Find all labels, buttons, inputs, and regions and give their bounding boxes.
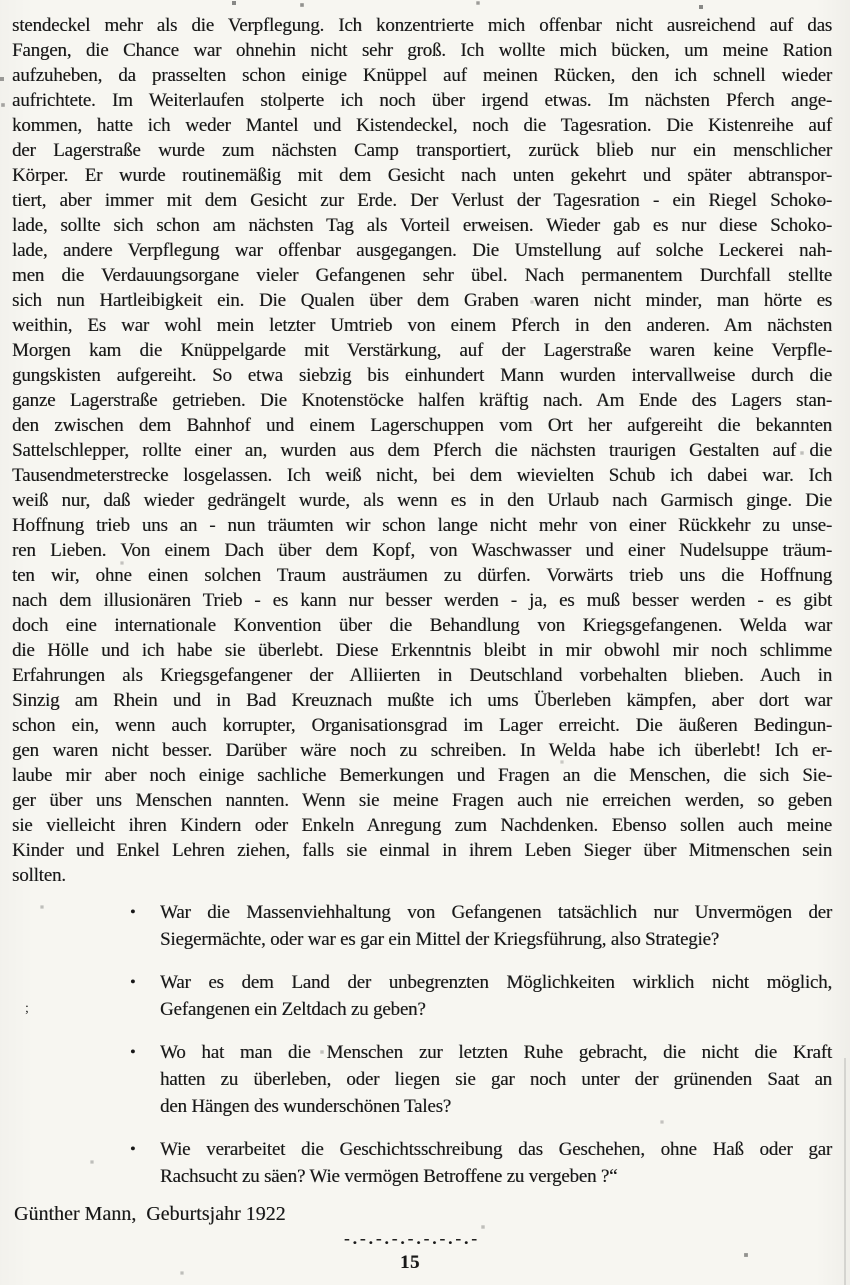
question-list [12,899,832,1206]
text-line: nach dem illusionären Trieb - es kann nur besser werden - ja, es muß besser werden - es gibt [12,590,832,611]
text-line: ten wir, ohne einen solchen Traum austräumen zu dürfen. Vorwärts trieb uns die Hoffnung [12,565,832,586]
text-line: Fangen, die Chance war ohnehin nicht sehr groß. Ich wollte mich bücken, um meine Ration [12,40,832,61]
text-line: stendeckel mehr als die Verpflegung. Ich konzentrierte mich offenbar nicht ausreichend auf das [12,15,832,36]
bullet-text [160,899,832,953]
text-line: hatten zu überleben, oder liegen sie gar noch unter der grünenden Saat an [160,1069,832,1090]
text-line: Kinder und Enkel Lehren ziehen, falls sie einmal in ihrem Leben Sieger über Mitmenschen sein [12,840,832,861]
text-line: laube mir aber noch einige sachliche Bemerkungen und Fragen an die Menschen, die sich Sie- [12,765,832,786]
bullet-text [160,1039,832,1120]
text-line: ren Lieben. Von einem Dach über dem Kopf, von Waschwasser und einer Nudelsuppe träum- [12,540,832,561]
text-line: Wie verarbeitet die Geschichtsschreibung das Geschehen, ohne Haß oder gar [160,1139,832,1160]
text-line: sich nun Hartleibigkeit ein. Die Qualen über dem Graben waren nicht minder, man hörte es [12,290,832,311]
bullet-icon: • [130,904,136,921]
bullet-icon: • [130,974,136,991]
text-line: lade, andere Verpflegung war offenbar ausgegangen. Die Umstellung auf solche Leckerei nah- [12,240,832,261]
page-number: 15 [400,1252,420,1273]
text-line: Morgen kam die Knüppelgarde mit Verstärkung, auf der Lagerstraße waren keine Verpfle- [12,340,832,361]
text-line: Rachsucht zu säen? Wie vermögen Betroffene zu vergeben ?“ [160,1166,618,1187]
text-line: Gefangenen ein Zeltdach zu geben? [160,999,426,1020]
scan-edge-line [844,1058,846,1285]
section-separator: -.-.-.-.-.-.-.-.- [344,1229,480,1248]
text-line: Sinzig am Rhein und in Bad Kreuznach mußte ich ums Überleben kämpfen, aber dort war [12,690,832,711]
text-line: Wo hat man die Menschen zur letzten Ruhe gebracht, die nicht die Kraft [160,1042,832,1063]
text-line: Sattelschlepper, rollte einer an, wurden aus dem Pferch die nächsten traurigen Gestalten auf die [12,440,832,461]
text-line: den zwischen dem Bahnhof und einem Lagerschuppen vom Ort her aufgereiht die bekannten [12,415,832,436]
bullet-item [12,899,832,953]
bullet-item [12,1136,832,1190]
scan-speckles [0,0,2,2]
text-line: die Hölle und ich habe sie überlebt. Diese Erkenntnis bleibt in mir obwohl mir noch schlimme [12,640,832,661]
bullet-text [160,1136,832,1190]
text-line: Erfahrungen als Kriegsgefangener der Alliierten in Deutschland vorbehalten blieben. Auch in [12,665,832,686]
bullet-item [12,1039,832,1120]
bullet-icon: • [130,1044,136,1061]
text-line: der Lagerstraße wurde zum nächsten Camp transportiert, zurück blieb nur ein menschlicher [12,140,832,161]
text-line: aufrichtete. Im Weiterlaufen stolperte ich noch über irgend etwas. Im nächsten Pferch ange- [12,90,832,111]
author-signature: Günther Mann, Geburtsjahr 1922 [14,1203,286,1225]
bullet-icon: • [130,1141,136,1158]
text-line: Tausendmeterstrecke losgelassen. Ich weiß nicht, bei dem wievielten Schub ich dabei war. Ich [12,465,832,486]
text-line: War es dem Land der unbegrenzten Möglichkeiten wirklich nicht möglich, [160,972,832,993]
text-line: men die Verdauungsorgane vieler Gefangenen sehr übel. Nach permanentem Durchfall stellte [12,265,832,286]
text-line: ger über uns Menschen nannten. Wenn sie meine Fragen auch nie erreichen werden, so geben [12,790,832,811]
text-line: aufzuheben, da prasselten schon einige Knüppel auf meinen Rücken, den ich schnell wieder [12,65,832,86]
text-line: weithin, Es war wohl mein letzter Umtrieb von einem Pferch in den anderen. Am nächsten [12,315,832,336]
text-line: sollten. [12,865,66,886]
text-line: Siegermächte, oder war es gar ein Mittel der Kriegsführung, also Strategie? [160,929,720,950]
text-line: kommen, hatte ich weder Mantel und Kistendeckel, noch die Tagesration. Die Kistenreihe auf [12,115,832,136]
text-line: weiß nur, daß wieder gedrängelt wurde, als wenn es in den Urlaub nach Garmisch ginge. Die [12,490,832,511]
bullet-item [12,969,832,1023]
text-line: War die Massenviehhaltung von Gefangenen tatsächlich nur Unvermögen der [160,902,832,923]
margin-scan-artifact: ; [25,1001,29,1016]
text-line: doch eine internationale Konvention über die Behandlung von Kriegsgefangenen. Welda war [12,615,832,636]
text-line: tiert, aber immer mit dem Gesicht zur Erde. Der Verlust der Tagesration - ein Riegel Schoko- [12,190,832,211]
main-paragraph [12,13,832,888]
text-line: Hoffnung trieb uns an - nun träumten wir schon lange nicht mehr von einer Rückkehr zu unse- [12,515,832,536]
bullet-text [160,969,832,1023]
text-line: lade, sollte sich schon am nächsten Tag als Vorteil erweisen. Wieder gab es nur diese Schoko- [12,215,832,236]
text-line: sie vielleicht ihren Kindern oder Enkeln Anregung zum Nachdenken. Ebenso sollen auch meine [12,815,832,836]
text-line: gungskisten aufgereiht. So etwa siebzig bis einhundert Mann wurden intervallweise durch die [12,365,832,386]
text-line: schon ein, wenn auch korrupter, Organisationsgrad im Lager erreicht. Die äußeren Bedingun- [12,715,832,736]
text-line: Körper. Er wurde routinemäßig mit dem Gesicht nach unten gekehrt und später abtranspor- [12,165,832,186]
text-line: gen waren nicht besser. Darüber wäre noch zu schreiben. In Welda habe ich überlebt! Ich er- [12,740,832,761]
text-line: den Hängen des wunderschönen Tales? [160,1096,451,1117]
text-line: ganze Lagerstraße getrieben. Die Knotenstöcke halfen kräftig nach. Am Ende des Lagers stan- [12,390,832,411]
